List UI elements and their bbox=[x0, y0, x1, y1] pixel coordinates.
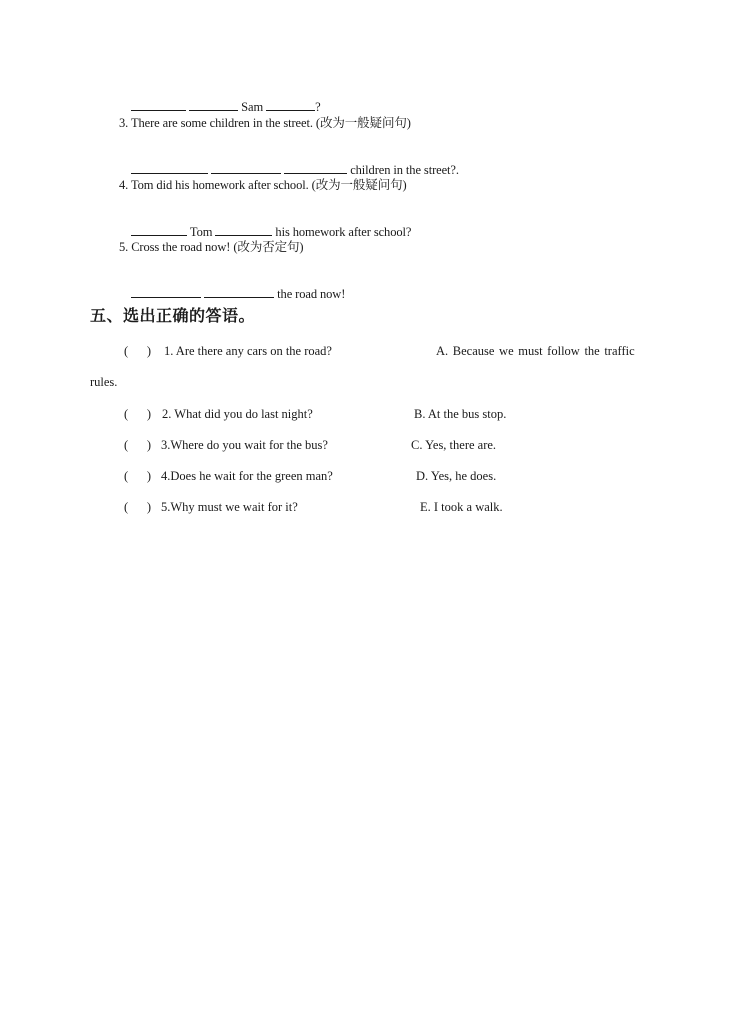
answer-blank[interactable] bbox=[204, 286, 274, 298]
question-4-tail: his homework after school? bbox=[275, 225, 412, 239]
answer-blank[interactable] bbox=[131, 99, 186, 111]
answer-paren-4[interactable]: ( ) bbox=[124, 469, 152, 483]
answer-blank[interactable] bbox=[131, 162, 208, 174]
question-4-mid: Tom bbox=[189, 225, 213, 239]
question-mark: ? bbox=[315, 100, 321, 114]
answer-blank[interactable] bbox=[131, 286, 201, 298]
answer-blank[interactable] bbox=[266, 99, 315, 111]
answer-blank[interactable] bbox=[189, 99, 238, 111]
match-answer-e: E. I took a walk. bbox=[420, 500, 503, 514]
question-4-prompt: 4. Tom did his homework after school. (改为一般疑问句) bbox=[119, 178, 407, 192]
match-answer-a: A. Because we must follow the traffic bbox=[436, 344, 635, 358]
match-question-5: 5.Why must we wait for it? bbox=[161, 500, 298, 514]
match-question-2: 2. What did you do last night? bbox=[162, 407, 313, 421]
question-5-prompt: 5. Cross the road now! (改为否定句) bbox=[119, 240, 304, 254]
match-answer-d: D. Yes, he does. bbox=[416, 469, 497, 483]
match-answer-c: C. Yes, there are. bbox=[411, 438, 497, 452]
match-answer-b: B. At the bus stop. bbox=[414, 407, 507, 421]
match-question-3: 3.Where do you wait for the bus? bbox=[161, 438, 328, 452]
match-question-4: 4.Does he wait for the green man? bbox=[161, 469, 333, 483]
question-3-tail: children in the street?. bbox=[350, 163, 459, 177]
question-3-prompt: 3. There are some children in the street. (改为一般疑问句) bbox=[119, 116, 411, 130]
answer-blank[interactable] bbox=[211, 162, 281, 174]
match-answer-a-wrap: rules. bbox=[90, 375, 118, 389]
answer-blank[interactable] bbox=[284, 162, 347, 174]
word-sam: Sam bbox=[241, 100, 264, 114]
answer-paren-3[interactable]: ( ) bbox=[124, 438, 152, 452]
answer-paren-1[interactable]: ( ) bbox=[124, 344, 152, 358]
answer-blank[interactable] bbox=[131, 224, 187, 236]
answer-paren-2[interactable]: ( ) bbox=[124, 407, 152, 421]
section-5-heading: 五、选出正确的答语。 bbox=[90, 306, 256, 325]
match-question-1: 1. Are there any cars on the road? bbox=[164, 344, 332, 358]
answer-blank[interactable] bbox=[215, 224, 272, 236]
question-5-tail: the road now! bbox=[277, 287, 346, 301]
answer-paren-5[interactable]: ( ) bbox=[124, 500, 152, 514]
